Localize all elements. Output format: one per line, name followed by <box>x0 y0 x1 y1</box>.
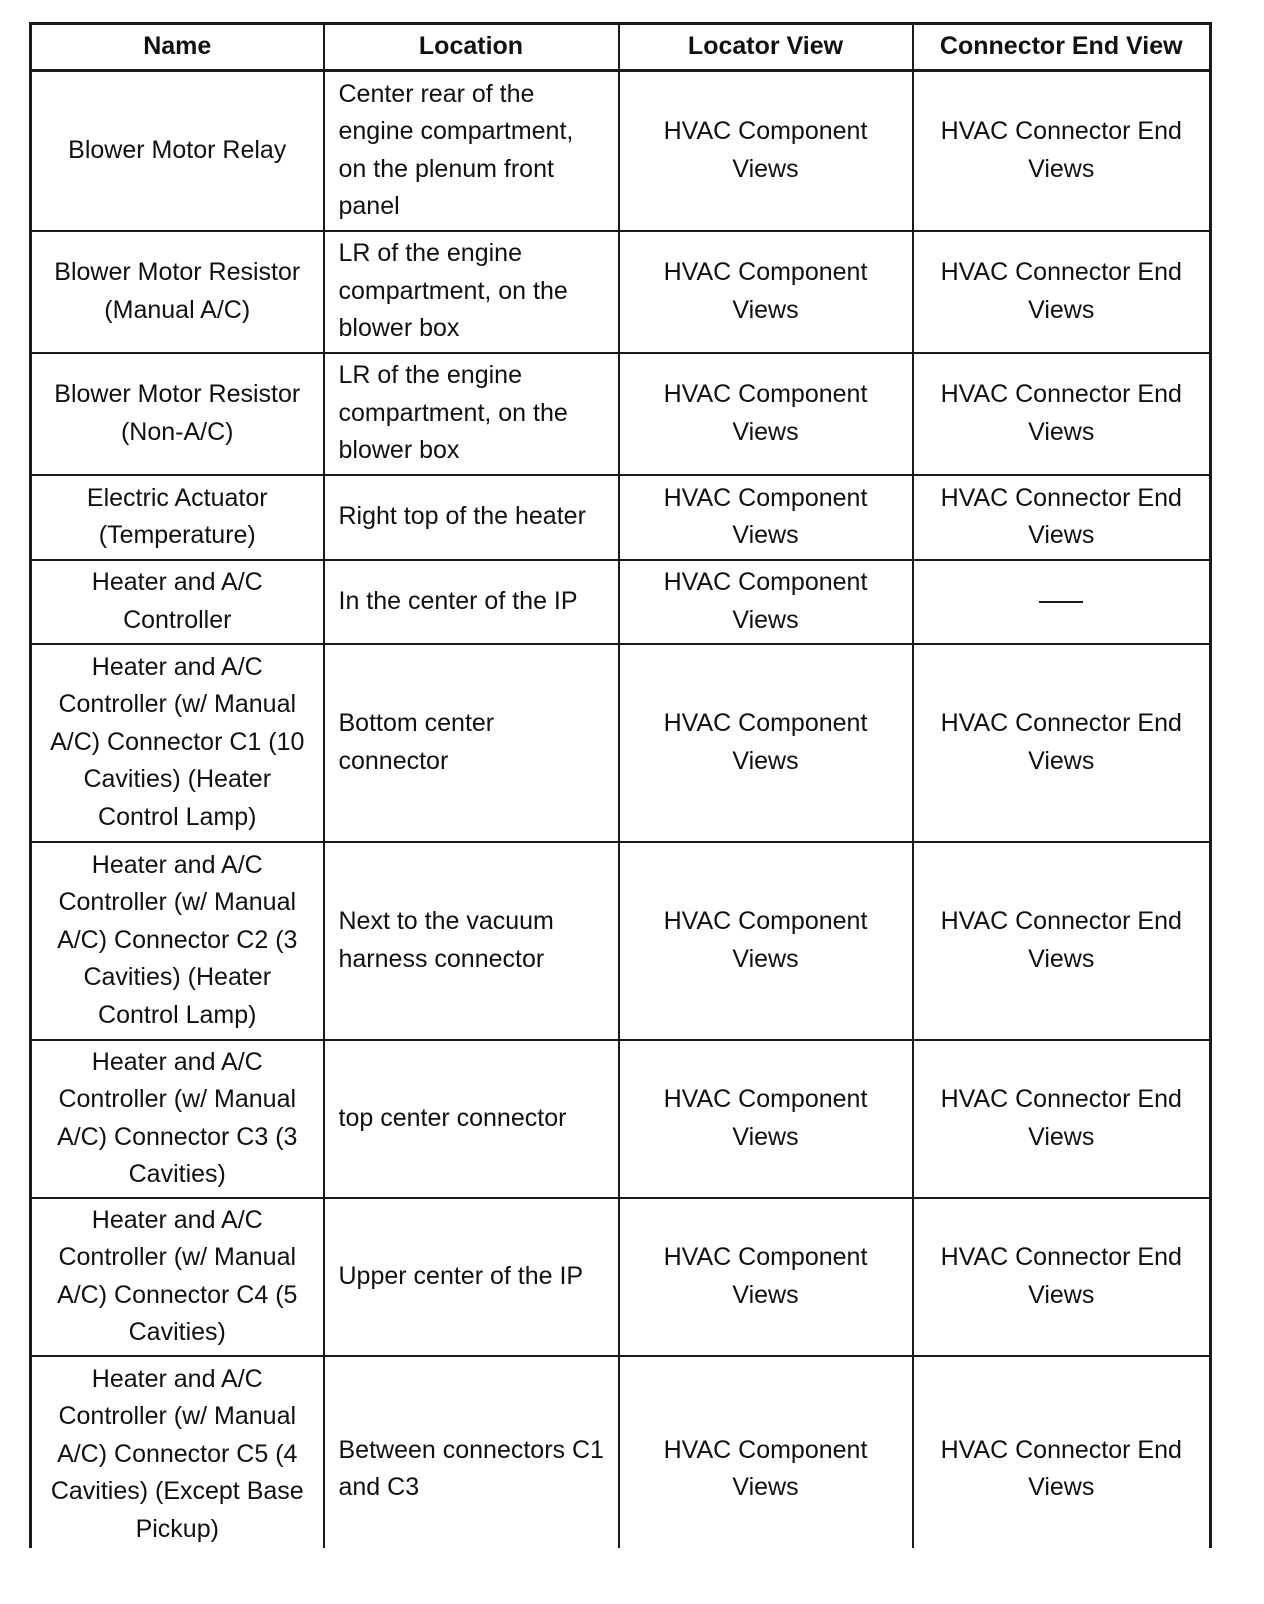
header-connector-end-view: Connector End View <box>913 24 1211 71</box>
empty-dash <box>1039 601 1083 603</box>
cell-name: Heater and A/C Controller <box>31 560 324 644</box>
cell-location: Center rear of the engine compartment, on the plenum front panel <box>324 71 619 231</box>
cell-connector-end-view: HVAC Connector End Views <box>913 1356 1211 1549</box>
table-row <box>31 644 1211 842</box>
cell-name: Electric Actuator (Temperature) <box>31 475 324 560</box>
cell-connector-end-view <box>913 560 1211 644</box>
cell-name: Blower Motor Resistor (Non-A/C) <box>31 353 324 475</box>
cell-locator-view: HVAC Component Views <box>619 353 913 475</box>
table-row <box>31 1356 1211 1549</box>
table-row <box>31 842 1211 1040</box>
table-row <box>31 231 1211 353</box>
header-location: Location <box>324 24 619 71</box>
cell-locator-view: HVAC Component Views <box>619 231 913 353</box>
cell-location: top center connector <box>324 1040 619 1198</box>
cell-connector-end-view: HVAC Connector End Views <box>913 71 1211 231</box>
cell-location: Bottom center connector <box>324 644 619 842</box>
cell-connector-end-view: HVAC Connector End Views <box>913 1198 1211 1356</box>
cell-location: LR of the engine compartment, on the blower box <box>324 231 619 353</box>
cell-connector-end-view: HVAC Connector End Views <box>913 644 1211 842</box>
cell-name: Blower Motor Resistor (Manual A/C) <box>31 231 324 353</box>
cell-location: Right top of the heater <box>324 475 619 560</box>
cell-location: Upper center of the IP <box>324 1198 619 1356</box>
cell-location: Next to the vacuum harness connector <box>324 842 619 1040</box>
table-row <box>31 1198 1211 1356</box>
cell-name: Heater and A/C Controller (w/ Manual A/C) Connector C4 (5 Cavities) <box>31 1198 324 1356</box>
table-row <box>31 560 1211 644</box>
header-locator-view: Locator View <box>619 24 913 71</box>
cell-locator-view: HVAC Component Views <box>619 1040 913 1198</box>
cell-locator-view: HVAC Component Views <box>619 644 913 842</box>
cell-locator-view: HVAC Component Views <box>619 1198 913 1356</box>
cell-location: Between connectors C1 and C3 <box>324 1356 619 1549</box>
cell-connector-end-view: HVAC Connector End Views <box>913 353 1211 475</box>
cell-locator-view: HVAC Component Views <box>619 560 913 644</box>
table-row <box>31 71 1211 231</box>
cell-locator-view: HVAC Component Views <box>619 475 913 560</box>
table-row <box>31 353 1211 475</box>
cell-name: Heater and A/C Controller (w/ Manual A/C) Connector C1 (10 Cavities) (Heater Control Lamp) <box>31 644 324 842</box>
component-locator-table <box>29 22 1212 1548</box>
cell-name: Blower Motor Relay <box>31 71 324 231</box>
table-row <box>31 475 1211 560</box>
table-row <box>31 1040 1211 1198</box>
header-row <box>31 24 1211 71</box>
cell-connector-end-view: HVAC Connector End Views <box>913 231 1211 353</box>
cell-connector-end-view: HVAC Connector End Views <box>913 1040 1211 1198</box>
cell-locator-view: HVAC Component Views <box>619 71 913 231</box>
cell-locator-view: HVAC Component Views <box>619 1356 913 1549</box>
cell-name: Heater and A/C Controller (w/ Manual A/C) Connector C5 (4 Cavities) (Except Base Pickup) <box>31 1356 324 1549</box>
cell-name: Heater and A/C Controller (w/ Manual A/C) Connector C2 (3 Cavities) (Heater Control Lamp) <box>31 842 324 1040</box>
cell-name: Heater and A/C Controller (w/ Manual A/C) Connector C3 (3 Cavities) <box>31 1040 324 1198</box>
cell-location: In the center of the IP <box>324 560 619 644</box>
cell-connector-end-view: HVAC Connector End Views <box>913 475 1211 560</box>
cell-locator-view: HVAC Component Views <box>619 842 913 1040</box>
header-name: Name <box>31 24 324 71</box>
cell-location: LR of the engine compartment, on the blower box <box>324 353 619 475</box>
cell-connector-end-view: HVAC Connector End Views <box>913 842 1211 1040</box>
